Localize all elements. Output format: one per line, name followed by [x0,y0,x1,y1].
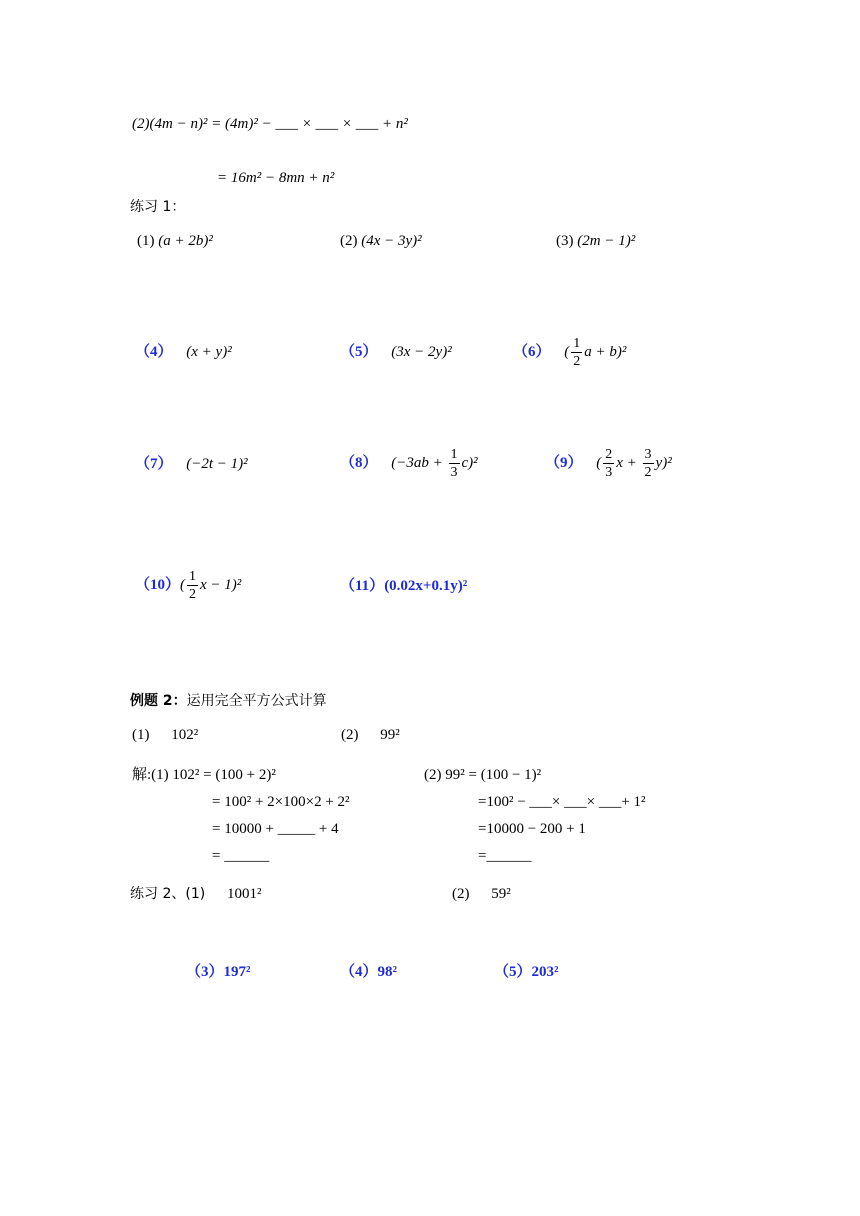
item-expr: (x + y)² [186,344,232,360]
practice1-item-4 [135,341,232,363]
practice2-item-5 [494,961,559,983]
item-label: （6） [513,344,551,360]
item-expr: (0.02x+0.1y)² [384,578,468,594]
q1-expr: 102² [171,727,199,743]
item-expr-post: y)² [655,455,672,471]
practice1-heading: 练习 1： [130,199,186,215]
item-label: （9） [545,455,583,471]
fraction-numerator: 1 [573,336,581,352]
item-expr-pre: ( [564,344,570,360]
practice2-q2-label: (2) [452,886,470,902]
item-expr-pre: ( [180,577,186,593]
fraction-denominator: 2 [189,587,197,603]
fraction-denominator: 3 [605,465,613,481]
practice2-item-4 [340,961,397,983]
item-expr: 197² [223,964,251,980]
fraction-denominator: 2 [573,354,581,370]
solution-right-line2: =100² − ___× ___× ___+ 1² [478,794,646,810]
item-expr: (a + 2b)² [158,233,213,249]
item-expr: (4x − 3y)² [361,233,422,249]
item-label: （5） [494,964,532,980]
item-expr-post: x − 1)² [200,577,242,593]
practice2-heading: 练习 2、(1) [130,886,206,902]
practice2-item-3 [186,961,251,983]
item-label: (2) [340,233,358,249]
item-expr-pre: (−3ab + [391,455,447,471]
practice1-item-9 [545,443,672,483]
solution-right-line4: =______ [478,848,532,864]
fraction [449,446,460,481]
item-expr-mid: x + [616,455,641,471]
fraction [187,568,198,603]
item-label: （4） [340,964,378,980]
fraction-numerator: 1 [450,447,458,463]
item-label: (3) [556,233,574,249]
example1-line1: (2)(4m − n)² = (4m)² − ___ × ___ × ___ + n² [132,116,408,132]
fraction-numerator: 3 [644,447,652,463]
q1-label: (1) [132,727,150,743]
practice1-item-2 [340,230,422,252]
item-expr-post: a + b)² [584,344,627,360]
item-label: （7） [135,456,173,472]
example2-heading-text: 运用完全平方公式计算 [186,693,327,709]
practice1-item-7 [135,453,248,475]
fraction-numerator: 2 [605,447,613,463]
item-label: （3） [186,964,224,980]
practice2-line [130,883,261,905]
example2-heading [130,690,327,712]
solution-left-line3: = 10000 + _____ + 4 [212,821,339,837]
practice1-item-11 [340,575,467,597]
item-expr-pre: ( [596,455,602,471]
solution-left-line1: 解:(1) 102² = (100 + 2)² [132,767,276,783]
practice1-item-5 [340,341,452,363]
fraction-denominator: 3 [450,465,458,481]
item-label: （10） [135,577,181,593]
practice1-item-10 [135,565,241,605]
practice1-item-6 [513,332,626,372]
practice1-item-3 [556,230,635,252]
item-expr: (−2t − 1)² [186,456,248,472]
example2-heading-label: 例题 2： [130,693,187,709]
fraction [643,446,654,481]
solution-right-line3: =10000 − 200 + 1 [478,821,586,837]
q2-label: (2) [341,727,359,743]
item-label: (1) [137,233,155,249]
example2-q1 [132,724,198,746]
practice2-q1: 1001² [226,886,262,902]
item-expr: 98² [377,964,398,980]
solution-left-line4: = ______ [212,848,270,864]
solution-left-line2: = 100² + 2×100×2 + 2² [212,794,350,810]
fraction-denominator: 2 [644,465,652,481]
fraction [603,446,614,481]
example2-q2 [341,724,400,746]
item-expr: (2m − 1)² [577,233,636,249]
item-label: （8） [340,455,378,471]
practice1-item-1 [137,230,213,252]
item-expr-post: c)² [461,455,478,471]
example1-line2: = 16m² − 8mn + n² [217,170,335,186]
item-expr: (3x − 2y)² [391,344,452,360]
practice1-item-8 [340,443,478,483]
fraction [571,335,582,370]
fraction-numerator: 1 [189,569,197,585]
q2-expr: 99² [380,727,400,743]
solution-right-line1: (2) 99² = (100 − 1)² [424,767,542,783]
practice2-q2-line [452,883,511,905]
item-label: （5） [340,344,378,360]
item-expr: 203² [531,964,559,980]
item-label: （11） [340,578,385,594]
item-label: （4） [135,344,173,360]
practice2-q2: 59² [491,886,511,902]
